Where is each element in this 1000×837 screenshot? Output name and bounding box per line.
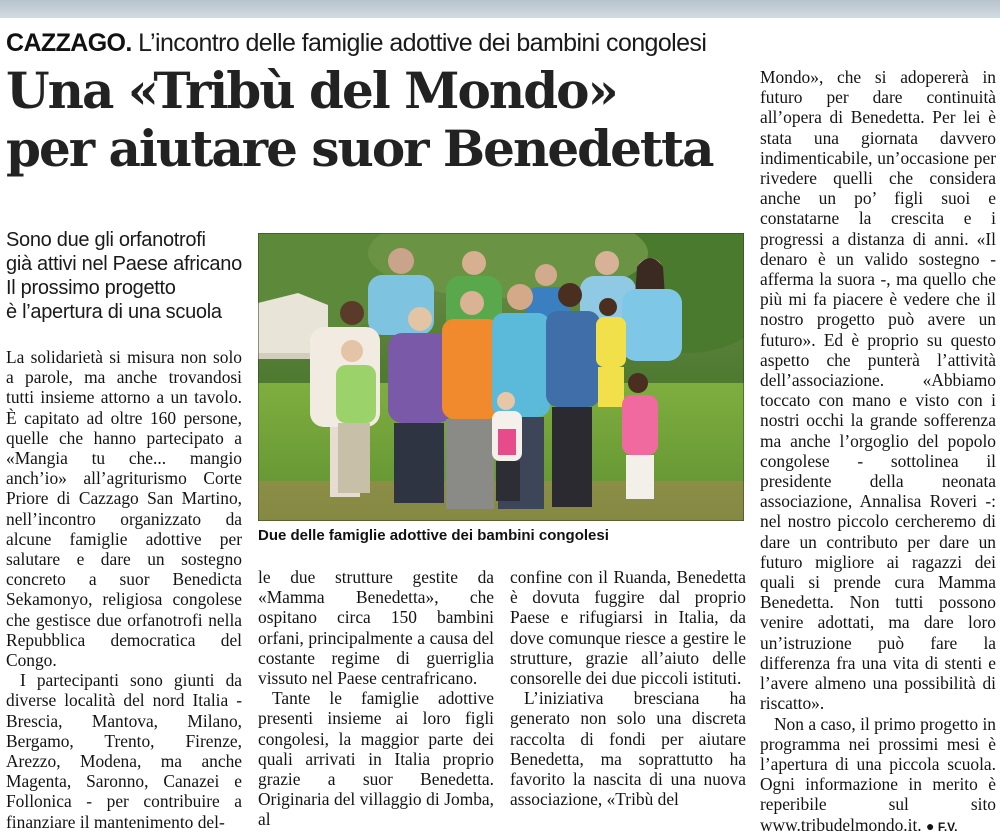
author-signature — [926, 817, 958, 834]
subtitle-line-3: Il prossimo progetto — [6, 277, 176, 299]
article-column-3 — [510, 567, 746, 809]
headline-line-1: Una «Tribù del Mondo» — [6, 61, 617, 120]
body-paragraph: le due strutture gestite da «Mamma Benedetta», che ospitano circa 150 bambini orfani, principalmente a causa del costante regime di guerriglia vissuto nel Paese centrafricano. — [258, 567, 494, 689]
body-paragraph: Tante le famiglie adottive presenti insieme ai loro figli congolesi, la maggior parte dei quali arrivati in Italia proprio grazie a suor Benedetta. Originaria del villaggio di Jomba, al — [258, 688, 494, 830]
article-column-4 — [760, 67, 996, 837]
body-paragraph: La solidarietà si misura non solo a parole, ma anche trovandosi tutti insieme attorno a un tavolo. È capitato ad oltre 160 persone, quelle che hanno partecipato a «Mangia tu che... mangio anch’io» all’agriturismo Corte Priore di Cazzago San Martino, nell’incontro organizzato da alcune famiglie adottive per salutare e dare un sostegno concreto a suor Benedicta Sekamonyo, religiosa congolese che gestisce due orfanotrofi nella Repubblica democratica del Congo. — [6, 347, 242, 671]
kicker-location: CAZZAGO. — [6, 29, 132, 57]
subtitle-line-1: Sono due gli orfanotrofi — [6, 229, 206, 251]
photo-caption: Due delle famiglie adottive dei bambini congolesi — [258, 527, 609, 544]
article-column-2 — [258, 567, 494, 830]
headline-line-2: per aiutare suor Benedetta — [6, 119, 713, 178]
subtitle-line-4: è l’apertura di una scuola — [6, 301, 222, 323]
article-photo — [258, 233, 744, 521]
article-kicker — [6, 26, 746, 60]
signature-initials: F.V. — [937, 819, 958, 834]
body-paragraph: I partecipanti sono giunti da diverse località del nord Italia - Brescia, Mantova, Milano, Bergamo, Trento, Firenze, Arezzo, Modena, ma anche Magenta, Saronno, Canazei e Follonica - per contribuire a finanziare il mantenimento del- — [6, 670, 242, 832]
group-photo-illustration — [258, 233, 744, 521]
subtitle-line-2: già attivi nel Paese africano — [6, 253, 242, 275]
article-column-1 — [6, 347, 242, 832]
body-paragraph-closing — [760, 714, 996, 837]
kicker-text: L’incontro delle famiglie adottive dei bambini congolesi — [138, 29, 707, 57]
closing-text: Non a caso, il primo progetto in programma nei prossimi mesi è l’apertura di una piccola scuola. Ogni informazione in merito è reperibile sul sito www.tribudelmondo.it. — [760, 713, 996, 835]
article-subtitle — [6, 228, 256, 324]
body-paragraph: L’iniziativa bresciana ha generato non solo una discreta raccolta di fondi per aiutare Benedetta, ma soprattutto ha favorito la nascita di una nuova associazione, «Tribù del — [510, 688, 746, 810]
body-paragraph: confine con il Ruanda, Benedetta è dovuta fuggire dal proprio Paese e rifugiarsi in Italia, da dove comunque riesce a gestire le strutture, grazie all’aiuto delle consorelle dei due piccoli istituti. — [510, 567, 746, 689]
page-top-bar — [0, 0, 1000, 18]
signature-bullet: ● — [926, 817, 935, 834]
body-paragraph: Mondo», che si adopererà in futuro per dare continuità all’opera di Benedetta. Per lei è stata una giornata davvero indimenticabile, un’occasione per rivedere quelli che considera anche un po’ figli suoi e constatarne la crescita e i progressi a distanza di anni. «Il denaro è un valido sostegno - afferma la suora -, ma quello che più mi fa piacere è vedere che il nostro progetto può avere un futuro». Ed è proprio su questo aspetto che punterà l’attività dell’associazione. «Abbiamo toccato con mano e visto con i nostri occhi la grande sofferenza ma anche l’orgoglio del popolo congolese - sottolinea il presidente della neonata associazione, Annalisa Roveri -: nel nostro piccolo cercheremo di dare un contributo per dare un futuro migliore ai ragazzi dei quali si prende cura Mamma Benedetta. Non tutti possono venire adottati, ma dare loro un’istruzione può fare la differenza fra una vita di stenti e l’avere almeno una possibilità di riscatto». — [760, 67, 996, 714]
article-headline — [6, 62, 746, 178]
